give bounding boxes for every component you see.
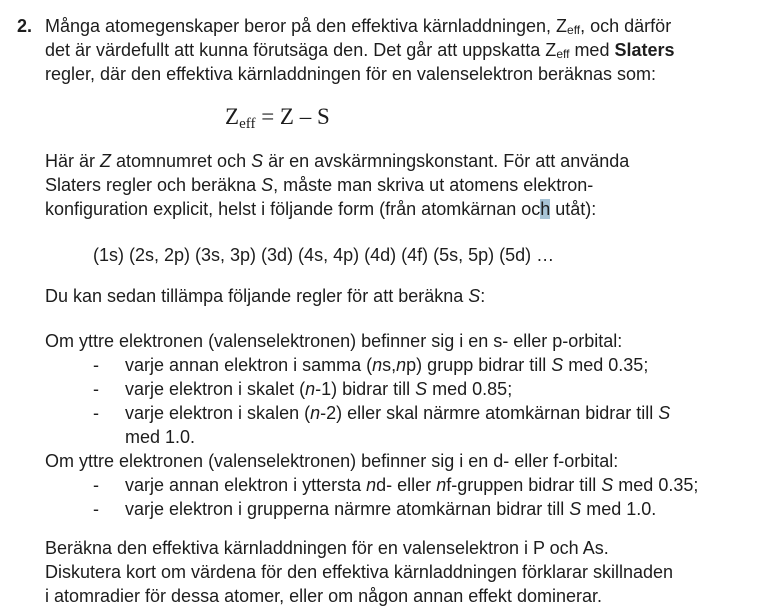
subscript-eff: eff — [567, 23, 581, 37]
text-run: Här är — [45, 151, 101, 171]
italic-n-run: n — [305, 379, 316, 399]
text-line — [45, 197, 779, 221]
text-run: atomnumret och — [111, 151, 252, 171]
text-run: varje annan elektron i samma ( — [125, 355, 373, 375]
bold-slaters-run: Slaters — [614, 40, 675, 60]
zeff-formula — [225, 102, 779, 132]
bullet-dash: - — [93, 403, 99, 423]
df-rule-item — [93, 473, 779, 497]
bullet-text — [125, 377, 779, 401]
text-run: Slaters regler och beräkna — [45, 175, 262, 195]
electron-configuration-line — [93, 243, 779, 267]
sp-rule-item — [93, 353, 779, 377]
bullet-text — [125, 401, 779, 449]
text-run: med 1.0. — [581, 499, 657, 519]
text-run: i atomradier för dessa atomer, eller om någon annan effekt dominerar. — [45, 586, 602, 606]
bullet-text — [125, 473, 779, 497]
text-run: (1s) (2s, 2p) (3s, 3p) (3d) (4s, 4p) (4d) (4f) (5s, 5p) (5d) … — [93, 245, 555, 265]
italic-s-run: S — [601, 475, 614, 495]
rules-intro-line — [45, 284, 779, 308]
df-rule-item — [93, 497, 779, 521]
bullet-text — [125, 353, 779, 377]
text-run: -2) eller skal närmre atomkärnan bidrar till — [320, 403, 659, 423]
italic-s-run: S — [261, 175, 274, 195]
explanation-paragraph — [45, 149, 779, 221]
text-run: Du kan sedan tillämpa följande regler för att beräkna — [45, 286, 469, 306]
text-run: , och därför — [580, 16, 672, 36]
formula-rest-run: = Z – S — [255, 104, 330, 129]
text-line — [45, 536, 779, 560]
text-line — [125, 425, 779, 449]
italic-n-run: n — [310, 403, 321, 423]
text-run: -1) bidrar till — [315, 379, 416, 399]
text-run: utåt): — [550, 199, 597, 219]
text-run: Diskutera kort om värdena för den effektiva kärnladdningen förklarar skillnaden — [45, 562, 674, 582]
text-run: d- eller — [376, 475, 437, 495]
formula-z-run: Z — [225, 104, 240, 129]
text-run: Många atomegenskaper beror på den effektiva kärnladdningen, Z — [45, 16, 568, 36]
text-run: : — [480, 286, 486, 306]
question-intro-paragraph — [45, 14, 779, 86]
df-rules-header — [45, 449, 779, 473]
text-run: varje elektron i grupperna närmre atomkärnan bidrar till — [125, 499, 570, 519]
text-run: varje annan elektron i yttersta — [125, 475, 367, 495]
text-run: med — [569, 40, 615, 60]
text-line — [45, 584, 779, 608]
text-selection-highlight: h — [540, 199, 551, 219]
sp-rule-item — [93, 401, 779, 449]
text-run: konfiguration explicit, helst i följande form (från atomkärnan oc — [45, 199, 541, 219]
formula-subscript-eff: eff — [239, 116, 256, 132]
italic-s-run: S — [415, 379, 428, 399]
question-content — [45, 14, 779, 608]
subscript-eff: eff — [556, 47, 570, 61]
italic-s-run: S — [468, 286, 481, 306]
question-number: 2. — [17, 16, 33, 36]
text-line — [45, 38, 779, 62]
text-run: varje elektron i skalet ( — [125, 379, 306, 399]
task-paragraph — [45, 536, 779, 608]
text-line — [45, 14, 779, 38]
bullet-dash: - — [93, 379, 99, 399]
bullet-dash: - — [93, 475, 99, 495]
text-run: med 0.85; — [427, 379, 513, 399]
sp-rules-header — [45, 329, 779, 353]
text-line — [45, 560, 779, 584]
text-run: Beräkna den effektiva kärnladdningen för en valenselektron i P och As. — [45, 538, 609, 558]
text-run: varje elektron i skalen ( — [125, 403, 311, 423]
text-line — [45, 62, 779, 86]
text-run: Om yttre elektronen (valenselektronen) befinner sig i en d- eller f-orbital: — [45, 451, 619, 471]
text-run: med 0.35; — [563, 355, 649, 375]
italic-n-run: n — [396, 355, 407, 375]
text-run: med 0.35; — [613, 475, 699, 495]
slater-rules-block — [45, 329, 779, 521]
italic-n-run: n — [436, 475, 447, 495]
sp-rule-item — [93, 377, 779, 401]
text-run: är en avskärmningskonstant. För att använda — [263, 151, 630, 171]
text-run: p) grupp bidrar till — [406, 355, 552, 375]
italic-s-run: S — [551, 355, 564, 375]
bullet-dash: - — [93, 355, 99, 375]
italic-n-run: n — [366, 475, 377, 495]
text-line — [45, 173, 779, 197]
bullet-text — [125, 497, 779, 521]
text-run: f-gruppen bidrar till — [446, 475, 602, 495]
text-run: , måste man skriva ut atomens elektron- — [273, 175, 594, 195]
text-run: regler, där den effektiva kärnladdningen för en valenselektron beräknas som: — [45, 64, 657, 84]
text-line — [45, 149, 779, 173]
text-run: s, — [382, 355, 397, 375]
text-run: med 1.0. — [125, 427, 196, 447]
italic-s-run: S — [569, 499, 582, 519]
text-run: Om yttre elektronen (valenselektronen) befinner sig i en s- eller p-orbital: — [45, 331, 623, 351]
italic-s-run: S — [658, 403, 671, 423]
italic-s-run: S — [251, 151, 264, 171]
italic-n-run: n — [372, 355, 383, 375]
text-run: det är värdefullt att kunna förutsäga den. Det går att uppskatta Z — [45, 40, 557, 60]
bullet-dash: - — [93, 499, 99, 519]
text-line — [125, 401, 779, 425]
italic-z-run: Z — [100, 151, 112, 171]
